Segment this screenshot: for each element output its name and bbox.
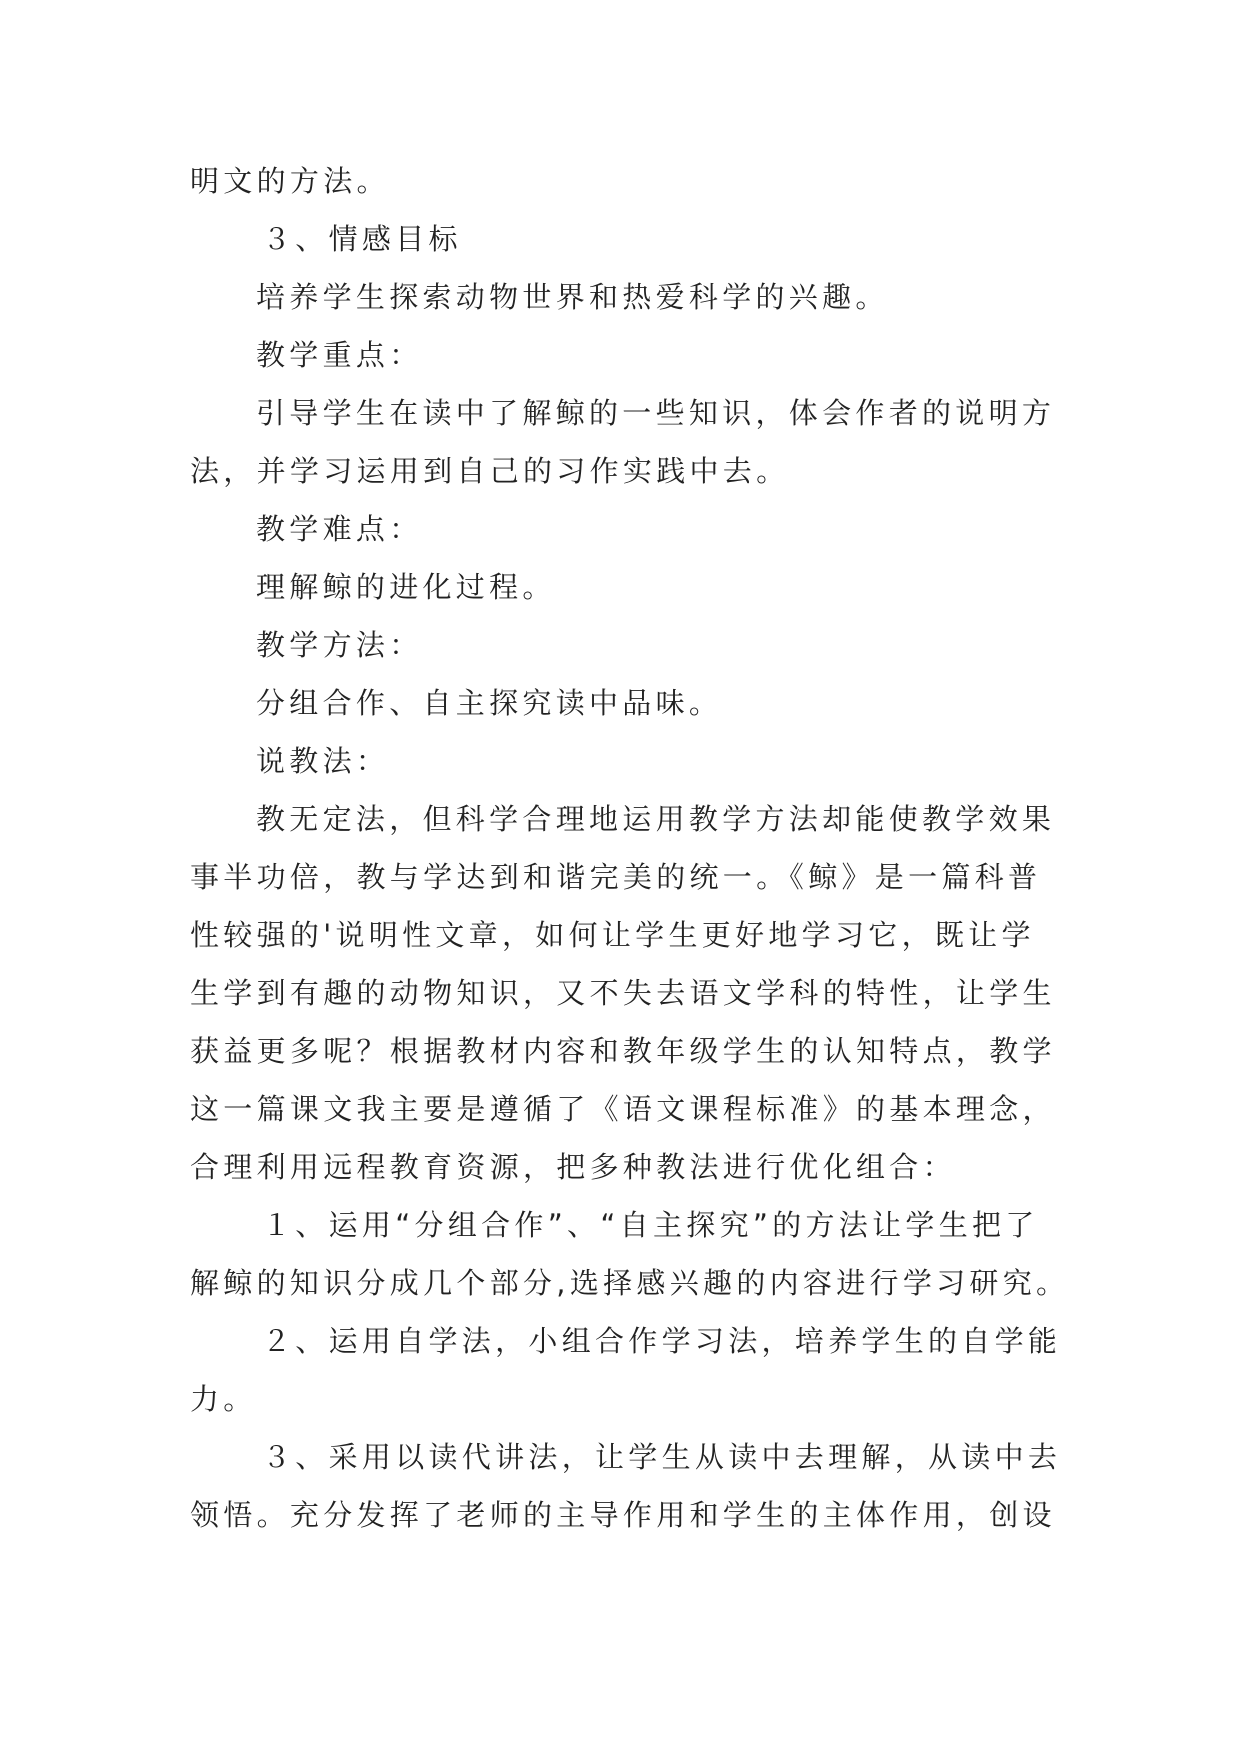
text-line: 教无定法，但科学合理地运用教学方法却能使教学效果 xyxy=(256,802,1056,836)
text-line: 理解鲸的进化过程。 xyxy=(256,570,556,604)
text-line: 培养学生探索动物世界和热爱科学的兴趣。 xyxy=(256,280,889,314)
text-line: 合理利用远程教育资源，把多种教法进行优化组合： xyxy=(190,1150,956,1184)
text-line: 性较强的'说明性文章，如何让学生更好地学习它，既让学 xyxy=(190,918,1035,952)
section-heading: 教学难点： xyxy=(256,512,423,546)
text-line: 获益更多呢？根据教材内容和教年级学生的认知特点，教学 xyxy=(190,1034,1056,1068)
text-line: 生学到有趣的动物知识，又不失去语文学科的特性，让学生 xyxy=(190,976,1056,1010)
section-heading: ３、情感目标 xyxy=(262,222,462,256)
text-line: 明文的方法。 xyxy=(190,164,390,198)
text-line: 力。 xyxy=(190,1382,257,1416)
section-heading: 说教法： xyxy=(256,744,390,778)
document-body xyxy=(190,152,1070,1544)
list-item: ３、采用以读代讲法，让学生从读中去理解，从读中去 xyxy=(262,1440,1062,1474)
list-item: ２、运用自学法，小组合作学习法，培养学生的自学能 xyxy=(262,1324,1062,1358)
text-line: 法，并学习运用到自己的习作实践中去。 xyxy=(190,454,790,488)
section-heading: 教学重点： xyxy=(256,338,423,372)
list-item: １、运用“分组合作”、“自主探究”的方法让学生把了 xyxy=(262,1208,1039,1242)
text-line: 这一篇课文我主要是遵循了《语文课程标准》的基本理念， xyxy=(190,1092,1056,1126)
text-line: 引导学生在读中了解鲸的一些知识，体会作者的说明方 xyxy=(256,396,1056,430)
text-line: 事半功倍，教与学达到和谐完美的统一。《鲸》是一篇科普 xyxy=(190,860,1042,894)
text-line: 解鲸的知识分成几个部分,选择感兴趣的内容进行学习研究。 xyxy=(190,1266,1070,1300)
text-line: 领悟。充分发挥了老师的主导作用和学生的主体作用，创设 xyxy=(190,1498,1056,1532)
text-line: 分组合作、自主探究读中品味。 xyxy=(256,686,723,720)
section-heading: 教学方法： xyxy=(256,628,423,662)
